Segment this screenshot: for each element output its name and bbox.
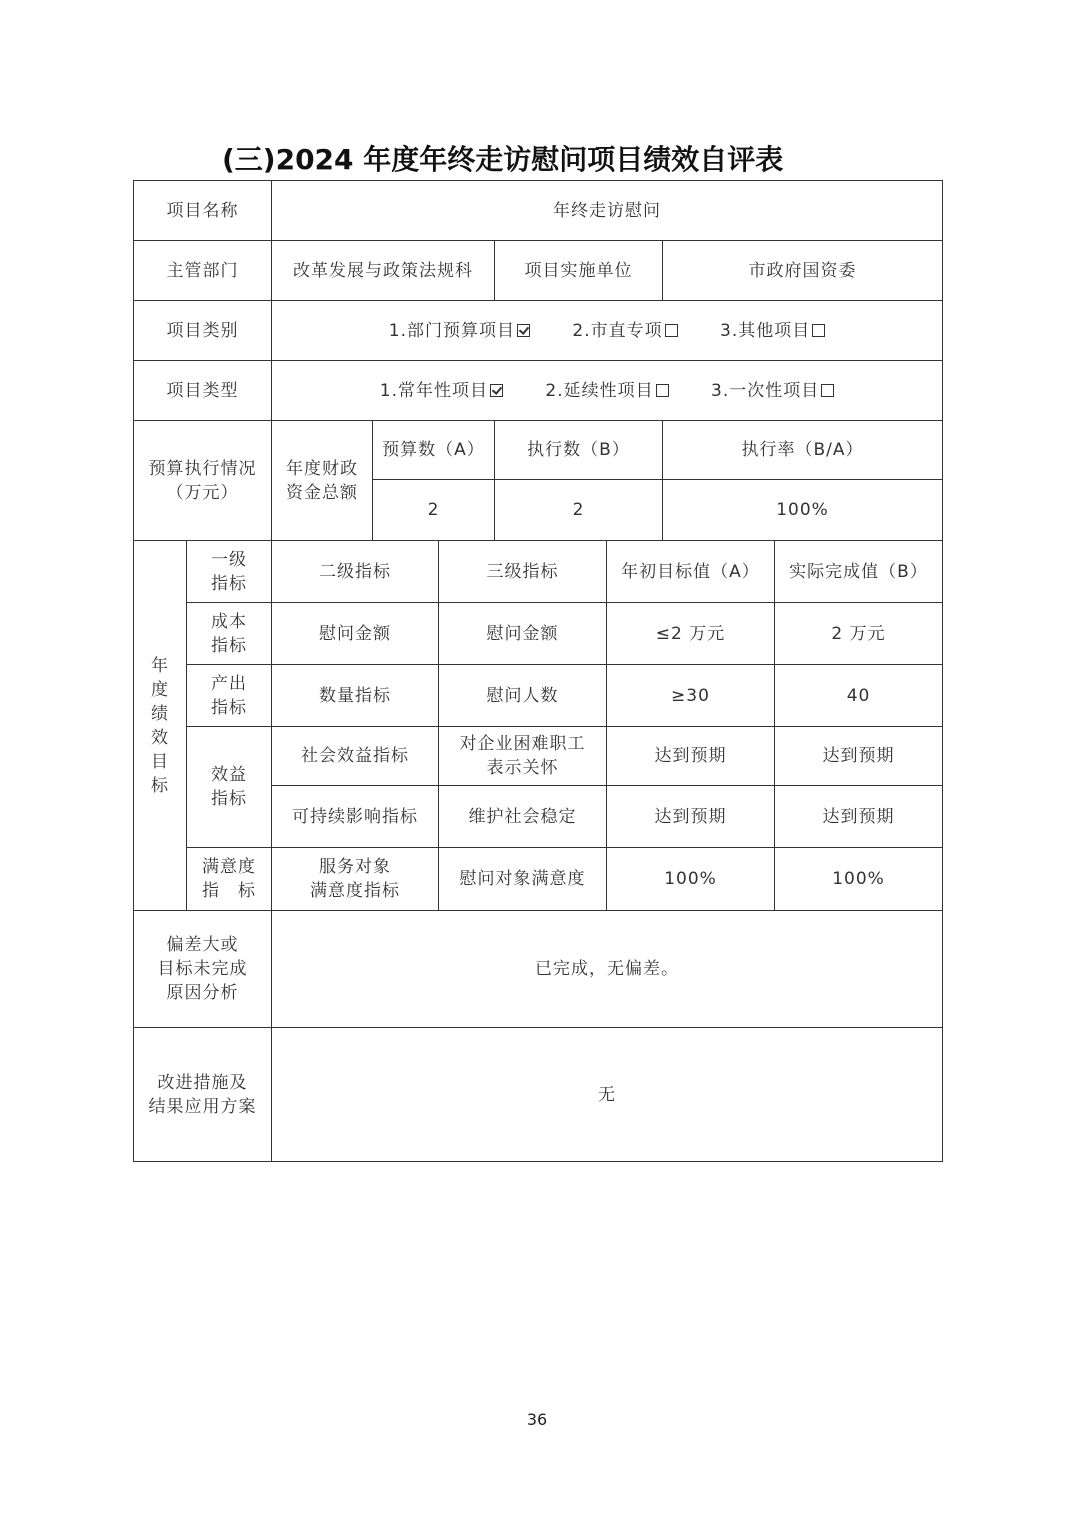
benefit-sustainable-level2: 可持续影响指标 xyxy=(272,786,439,848)
benefit-sustainable-level3: 维护社会稳定 xyxy=(439,786,607,848)
output-target: ≥30 xyxy=(607,665,775,727)
satisfaction-level3: 慰问对象满意度 xyxy=(439,848,607,911)
budget-header-b: 执行数（B） xyxy=(495,421,663,480)
cost-level3: 慰问金额 xyxy=(439,603,607,665)
type-options xyxy=(272,361,943,421)
row-department xyxy=(134,241,943,301)
page-title: (三)2024 年度年终走访慰问项目绩效自评表 xyxy=(222,143,784,176)
category-options xyxy=(272,301,943,361)
output-level3: 慰问人数 xyxy=(439,665,607,727)
category-label: 项目类别 xyxy=(134,301,272,361)
row-benefit-social xyxy=(134,727,943,786)
implementing-unit-label: 项目实施单位 xyxy=(495,241,663,301)
type-option-1: 1.常年性项目 xyxy=(380,379,503,403)
goals-header-level3: 三级指标 xyxy=(439,541,607,603)
category-option-2: 2.市直专项 xyxy=(572,319,677,343)
row-cost xyxy=(134,603,943,665)
benefit-social-target: 达到预期 xyxy=(607,727,775,786)
row-improvement xyxy=(134,1028,943,1162)
satisfaction-level2: 服务对象 满意度指标 xyxy=(272,848,439,911)
budget-label: 预算执行情况 （万元） xyxy=(134,421,272,541)
output-level1: 产出 指标 xyxy=(187,665,272,727)
category-option-1: 1.部门预算项目 xyxy=(389,319,530,343)
cost-actual: 2 万元 xyxy=(775,603,943,665)
benefit-social-actual: 达到预期 xyxy=(775,727,943,786)
goals-header-target: 年初目标值（A） xyxy=(607,541,775,603)
evaluation-table xyxy=(133,180,943,1162)
budget-value-a: 2 xyxy=(373,480,495,541)
goals-header-actual: 实际完成值（B） xyxy=(775,541,943,603)
checkbox-icon xyxy=(812,324,825,337)
output-level2: 数量指标 xyxy=(272,665,439,727)
benefit-sustainable-target: 达到预期 xyxy=(607,786,775,848)
type-option-2: 2.延续性项目 xyxy=(545,379,668,403)
project-name-value: 年终走访慰问 xyxy=(272,181,943,241)
row-output xyxy=(134,665,943,727)
goals-section-label: 年度绩效目标 xyxy=(134,541,187,911)
row-category xyxy=(134,301,943,361)
row-project-name xyxy=(134,181,943,241)
checkbox-icon xyxy=(656,384,669,397)
type-label: 项目类型 xyxy=(134,361,272,421)
deviation-value: 已完成，无偏差。 xyxy=(272,911,943,1028)
improvement-label: 改进措施及 结果应用方案 xyxy=(134,1028,272,1162)
deviation-label: 偏差大或 目标未完成 原因分析 xyxy=(134,911,272,1028)
checkbox-icon xyxy=(821,384,834,397)
goals-header-level1: 一级 指标 xyxy=(187,541,272,603)
row-satisfaction xyxy=(134,848,943,911)
department-label: 主管部门 xyxy=(134,241,272,301)
satisfaction-actual: 100% xyxy=(775,848,943,911)
cost-level1: 成本 指标 xyxy=(187,603,272,665)
row-budget-header xyxy=(134,421,943,480)
satisfaction-target: 100% xyxy=(607,848,775,911)
satisfaction-level1: 满意度 指 标 xyxy=(187,848,272,911)
budget-header-a: 预算数（A） xyxy=(373,421,495,480)
goals-header-level2: 二级指标 xyxy=(272,541,439,603)
checkbox-icon xyxy=(490,384,503,397)
budget-header-rate: 执行率（B/A） xyxy=(663,421,943,480)
row-deviation xyxy=(134,911,943,1028)
implementing-unit-value: 市政府国资委 xyxy=(663,241,943,301)
checkbox-icon xyxy=(665,324,678,337)
department-value: 改革发展与政策法规科 xyxy=(272,241,495,301)
page-number: 36 xyxy=(526,1410,548,1429)
project-name-label: 项目名称 xyxy=(134,181,272,241)
benefit-social-level3: 对企业困难职工 表示关怀 xyxy=(439,727,607,786)
budget-value-rate: 100% xyxy=(663,480,943,541)
output-actual: 40 xyxy=(775,665,943,727)
benefit-sustainable-actual: 达到预期 xyxy=(775,786,943,848)
cost-level2: 慰问金额 xyxy=(272,603,439,665)
cost-target: ≤2 万元 xyxy=(607,603,775,665)
budget-value-b: 2 xyxy=(495,480,663,541)
row-goals-header xyxy=(134,541,943,603)
benefit-social-level2: 社会效益指标 xyxy=(272,727,439,786)
category-option-3: 3.其他项目 xyxy=(720,319,825,343)
annual-funds-label: 年度财政 资金总额 xyxy=(272,421,373,541)
checkbox-icon xyxy=(517,324,530,337)
row-type xyxy=(134,361,943,421)
benefit-level1: 效益 指标 xyxy=(187,727,272,848)
type-option-3: 3.一次性项目 xyxy=(711,379,834,403)
improvement-value: 无 xyxy=(272,1028,943,1162)
